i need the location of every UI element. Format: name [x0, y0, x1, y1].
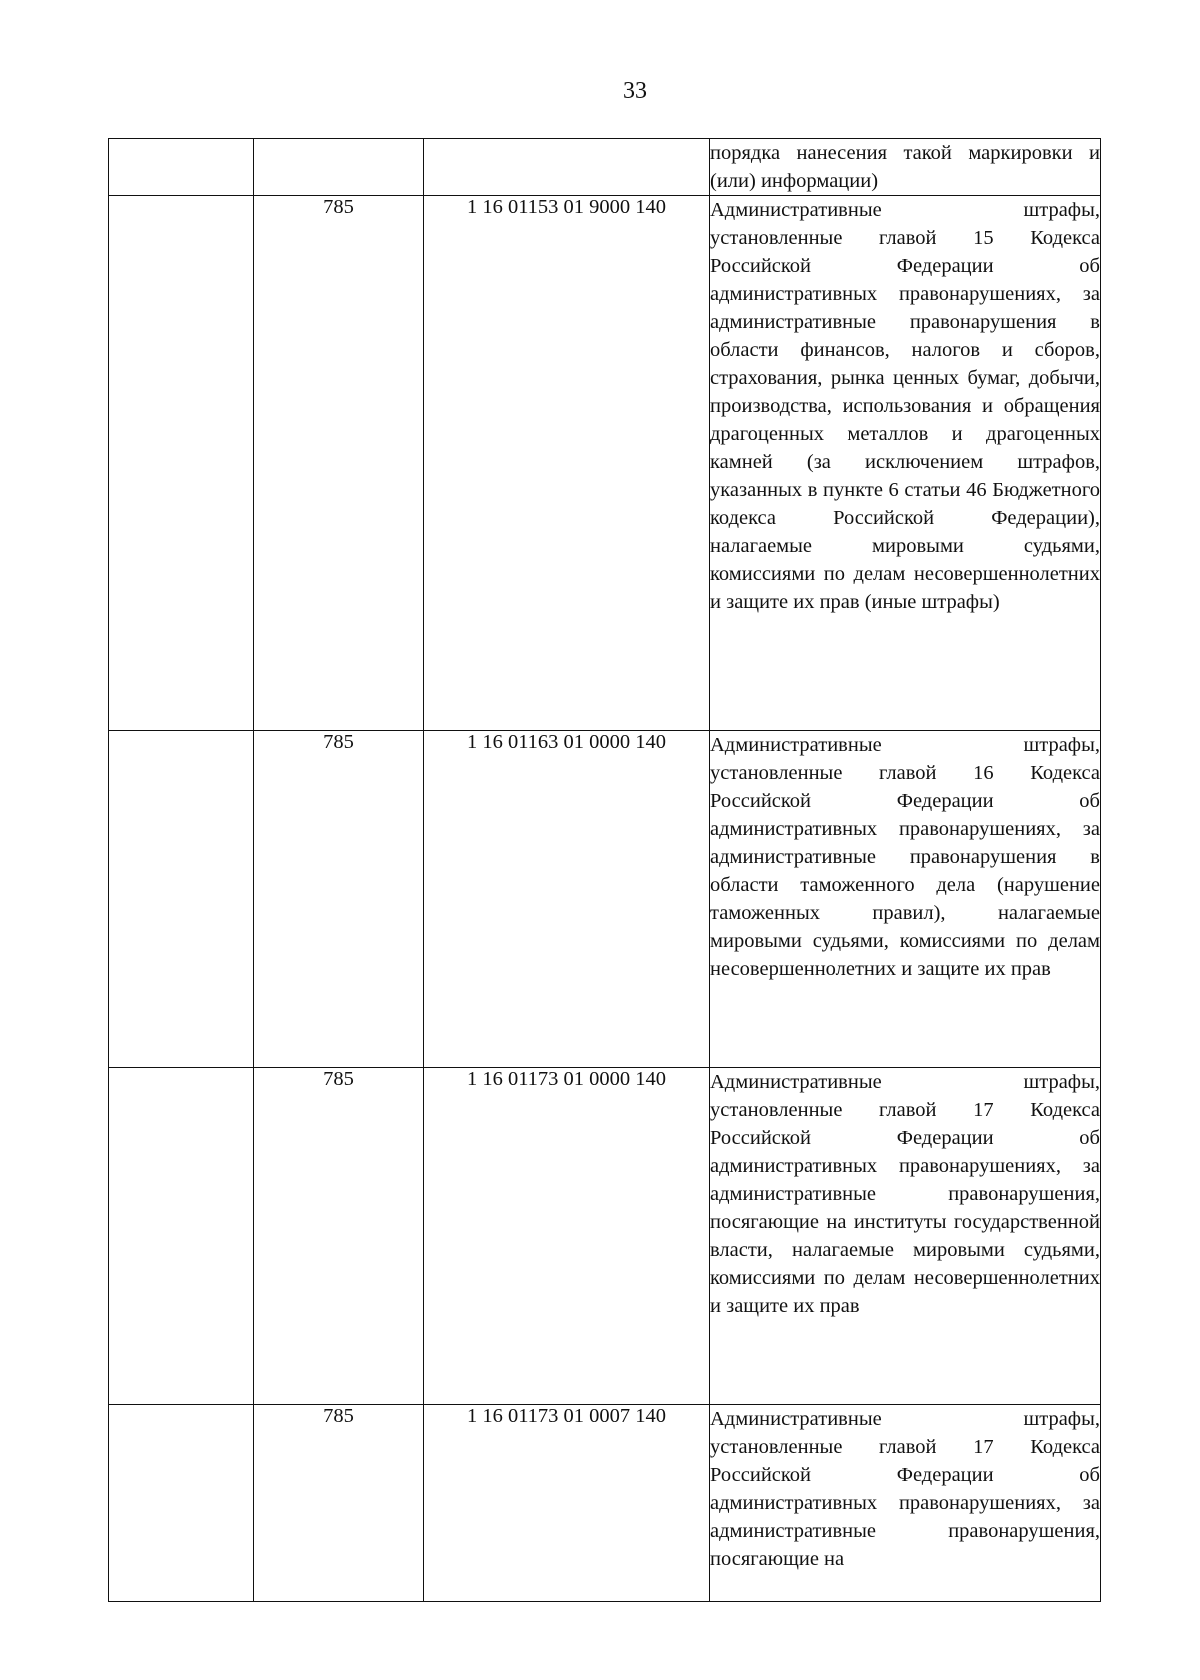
empty-cell: [109, 731, 254, 1068]
description-cell: [710, 1068, 1101, 1405]
kbk-code-cell: 1 16 01173 01 0007 140: [424, 1405, 710, 1602]
description-cell: [710, 731, 1101, 1068]
admin-code-cell: 785: [254, 731, 424, 1068]
empty-cell: [109, 139, 254, 196]
admin-code-cell: 785: [254, 196, 424, 731]
empty-cell: [109, 196, 254, 731]
empty-cell: [109, 1068, 254, 1405]
kbk-code-cell: 1 16 01153 01 9000 140: [424, 196, 710, 731]
description-text: Административные штрафы, установленные главой 17 Кодекса Российской Федерации об административных правонарушениях, за административные правонарушения, посягающие на институты государственной власти, налагаемые мировыми судьями, комиссиями по делам несовершеннолетних и защите их прав: [710, 1071, 1100, 1317]
description-cell: [710, 139, 1101, 196]
table-row: [109, 1405, 1101, 1602]
description-text: Административные штрафы, установленные главой 15 Кодекса Российской Федерации об административных правонарушениях, за административные правонарушения в области финансов, налогов и сборов, страхования, рынка ценных бумаг, добычи, производства, использования и обращения драгоценных металлов и драгоценных камней (за исключением штрафов, указанных в пункте 6 статьи 46 Бюджетного кодекса Российской Федерации), налагаемые мировыми судьями, комиссиями по делам несовершеннолетних и защите их прав (иные штрафы): [710, 199, 1100, 613]
kbk-code-cell: [424, 139, 710, 196]
table-row: [109, 139, 1101, 196]
admin-code-cell: 785: [254, 1405, 424, 1602]
admin-code-cell: [254, 139, 424, 196]
table-row: [109, 731, 1101, 1068]
description-text: Административные штрафы, установленные главой 16 Кодекса Российской Федерации об административных правонарушениях, за административные правонарушения в области таможенного дела (нарушение таможенных правил), налагаемые мировыми судьями, комиссиями по делам несовершеннолетних и защите их прав: [710, 734, 1100, 980]
kbk-code-cell: 1 16 01173 01 0000 140: [424, 1068, 710, 1405]
admin-code-cell: 785: [254, 1068, 424, 1405]
description-cell: [710, 1405, 1101, 1602]
table-row: [109, 196, 1101, 731]
empty-cell: [109, 1405, 254, 1602]
description-text: Административные штрафы, установленные главой 17 Кодекса Российской Федерации об административных правонарушениях, за административные правонарушения, посягающие на: [710, 1408, 1100, 1570]
table-row: [109, 1068, 1101, 1405]
page-number: 33: [623, 78, 647, 104]
description-text: порядка нанесения такой маркировки и (или) информации): [710, 142, 1100, 192]
kbk-code-cell: 1 16 01163 01 0000 140: [424, 731, 710, 1068]
revenue-codes-table: [108, 138, 1101, 1602]
description-cell: [710, 196, 1101, 731]
